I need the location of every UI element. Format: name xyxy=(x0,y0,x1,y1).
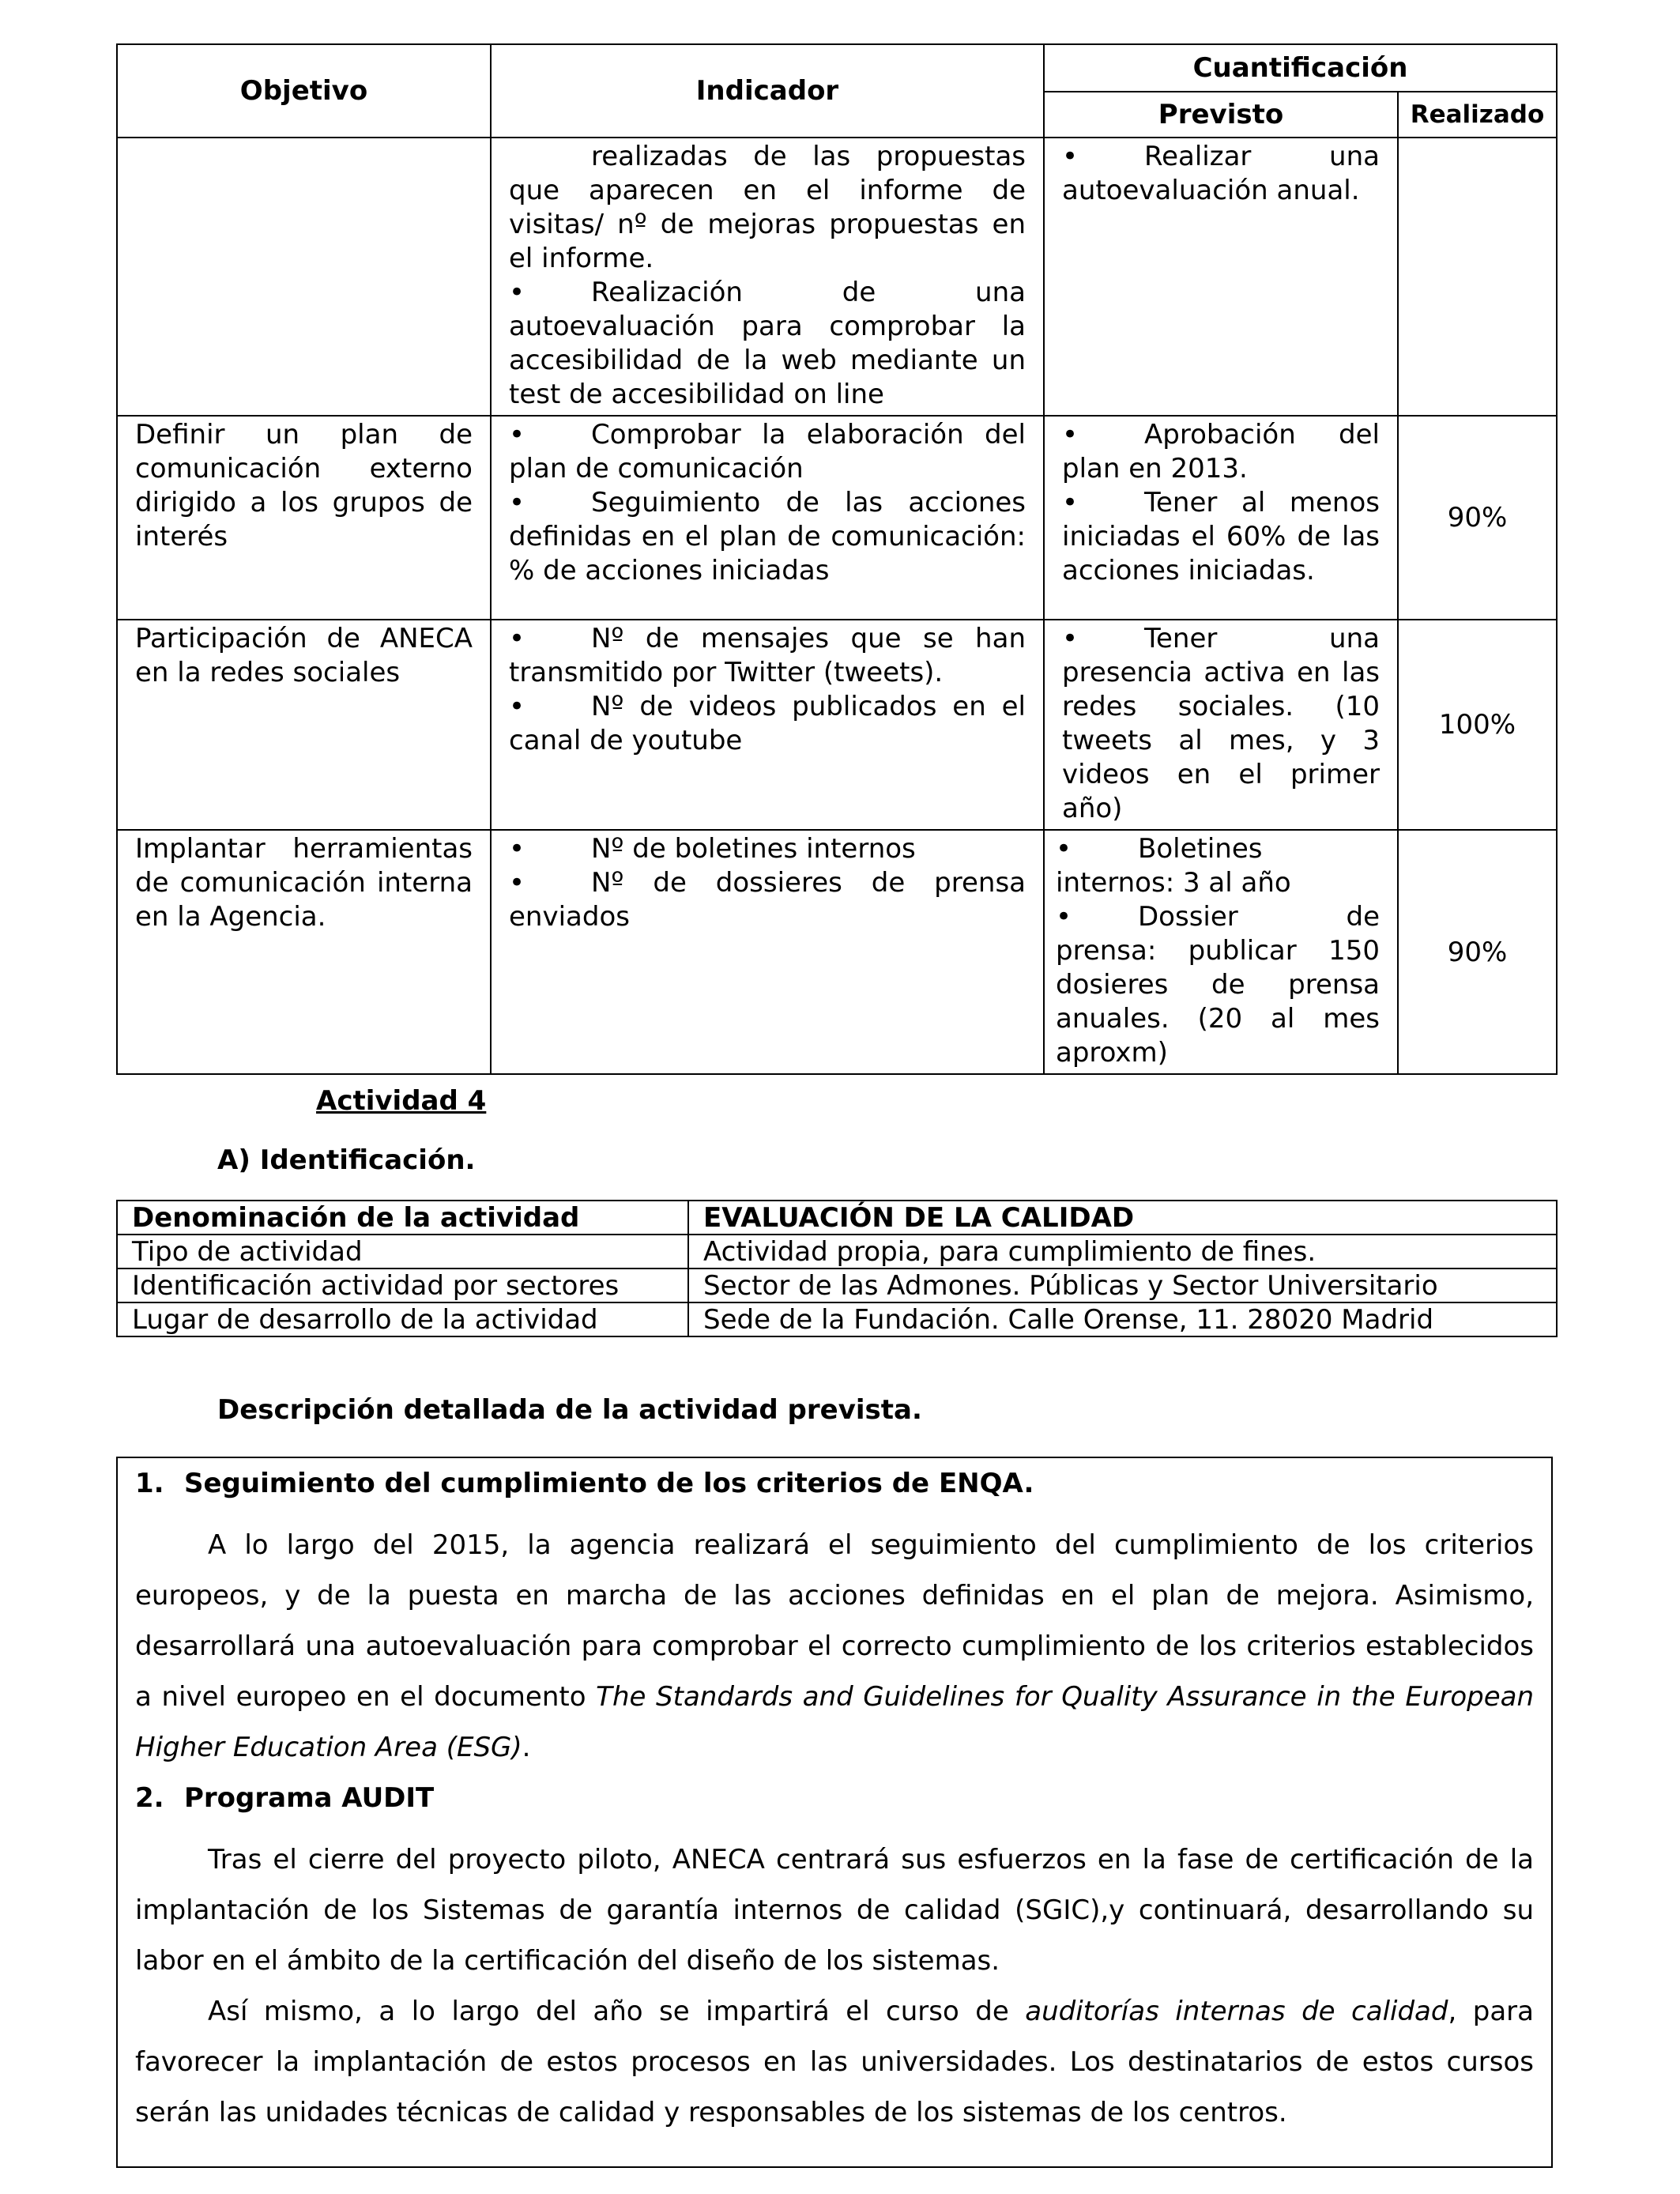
ident-label: Identificación actividad por sectores xyxy=(117,1269,688,1302)
previsto-cell xyxy=(1044,416,1398,620)
paragraph: A lo largo del 2015, la agencia realizará el seguimiento del cumplimiento de los criterios europeos, y de la puesta en marcha de las acciones definidas en el plan de mejora. Asimismo, desarrollará una autoevaluación para comprobar el correcto cumplimiento de los criterios establecidos a nivel europeo en el documento The Standards and Guidelines for Quality Assurance in the European Higher Education Area (ESG). xyxy=(135,1529,1535,1763)
list-item: • Boletines internos: 3 al año xyxy=(1056,833,1291,899)
list-item: • Nº de boletines internos xyxy=(509,833,916,865)
ident-label: Denominación de la actividad xyxy=(117,1201,688,1235)
list-item: • Aprobación del plan en 2013. xyxy=(1062,419,1380,484)
realizado-cell: 90% xyxy=(1398,416,1557,620)
section-heading: 1. Seguimiento del cumplimiento de los criterios de ENQA. xyxy=(135,1468,1034,1499)
header-cuantificacion: Cuantificación xyxy=(1044,44,1557,92)
indicador-cell xyxy=(491,620,1044,830)
realizado-cell: 100% xyxy=(1398,620,1557,830)
realizado-cell: 90% xyxy=(1398,830,1557,1074)
list-item: • Realizar una autoevaluación anual. xyxy=(1062,141,1380,206)
ident-value: Sede de la Fundación. Calle Orense, 11. 28020 Madrid xyxy=(688,1302,1557,1336)
list-item: • Nº de mensajes que se han transmitido por Twitter (tweets). xyxy=(509,623,1026,688)
identification-title: A) Identificación. xyxy=(217,1144,476,1176)
list-item: • Tener una presencia activa en las redes sociales. (10 tweets al mes, y 3 videos en el primer año) xyxy=(1062,623,1380,824)
description-box xyxy=(116,1457,1553,2168)
indicador-cell xyxy=(491,416,1044,620)
section-heading: 2. Programa AUDIT xyxy=(135,1782,435,1814)
list-item: • Tener al menos iniciadas el 60% de las acciones iniciadas. xyxy=(1062,487,1380,586)
table-row xyxy=(117,1235,1557,1269)
list-item: • Dossier de prensa: publicar 150 dosieres de prensa anuales. (20 al mes aproxm) xyxy=(1056,901,1380,1069)
ident-value: Sector de las Admones. Públicas y Sector Universitario xyxy=(688,1269,1557,1302)
table-row xyxy=(117,1269,1557,1302)
header-realizado: Realizado xyxy=(1398,92,1557,138)
table-row xyxy=(117,830,1557,1074)
list-item: • Nº de dossieres de prensa enviados xyxy=(509,867,1026,933)
header-indicador: Indicador xyxy=(491,44,1044,138)
header-objetivo: Objetivo xyxy=(117,44,491,138)
table-row xyxy=(117,416,1557,620)
previsto-cell xyxy=(1044,138,1398,416)
list-item: • Realización de una autoevaluación para comprobar la accesibilidad de la web mediante un test de accesibilidad on line xyxy=(509,277,1026,410)
objetivo-cell xyxy=(117,138,491,416)
table-row xyxy=(117,138,1557,416)
previsto-cell xyxy=(1044,620,1398,830)
table-row xyxy=(117,620,1557,830)
ident-value: EVALUACIÓN DE LA CALIDAD xyxy=(688,1201,1557,1235)
identification-table xyxy=(116,1200,1558,1337)
ident-label: Tipo de actividad xyxy=(117,1235,688,1269)
objectives-table xyxy=(116,43,1558,1075)
ident-label: Lugar de desarrollo de la actividad xyxy=(117,1302,688,1336)
activity-title: Actividad 4 xyxy=(316,1085,487,1117)
indicador-cell xyxy=(491,830,1044,1074)
realizado-cell xyxy=(1398,138,1557,416)
header-previsto: Previsto xyxy=(1044,92,1398,138)
list-item: • Nº de videos publicados en el canal de youtube xyxy=(509,691,1026,756)
objetivo-cell: Definir un plan de comunicación externo dirigido a los grupos de interés xyxy=(117,416,491,620)
list-item: • Seguimiento de las acciones definidas en el plan de comunicación: % de acciones iniciadas xyxy=(509,487,1026,586)
table-row xyxy=(117,1302,1557,1336)
indicador-cell xyxy=(491,138,1044,416)
objetivo-cell: Participación de ANECA en la redes sociales xyxy=(117,620,491,830)
list-item: realizadas de las propuestas que aparecen en el informe de visitas/ nº de mejoras propuestas en el informe. xyxy=(509,141,1026,274)
list-item: • Comprobar la elaboración del plan de comunicación xyxy=(509,419,1026,484)
table-row xyxy=(117,1201,1557,1235)
description-title: Descripción detallada de la actividad prevista. xyxy=(217,1394,922,1426)
paragraph: Tras el cierre del proyecto piloto, ANECA centrará sus esfuerzos en la fase de certificación de la implantación de los Sistemas de garantía internos de calidad (SGIC),y continuará, desarrollando su labor en el ámbito de la certificación del diseño de los sistemas. xyxy=(135,1844,1534,1977)
objetivo-cell: Implantar herramientas de comunicación interna en la Agencia. xyxy=(117,830,491,1074)
paragraph: Así mismo, a lo largo del año se impartirá el curso de auditorías internas de calidad, para favorecer la implantación de estos procesos en las universidades. Los destinatarios de estos cursos serán las unidades técnicas de calidad y responsables de los sistemas de los centros. xyxy=(135,1996,1534,2128)
previsto-cell xyxy=(1044,830,1398,1074)
ident-value: Actividad propia, para cumplimiento de fines. xyxy=(688,1235,1557,1269)
